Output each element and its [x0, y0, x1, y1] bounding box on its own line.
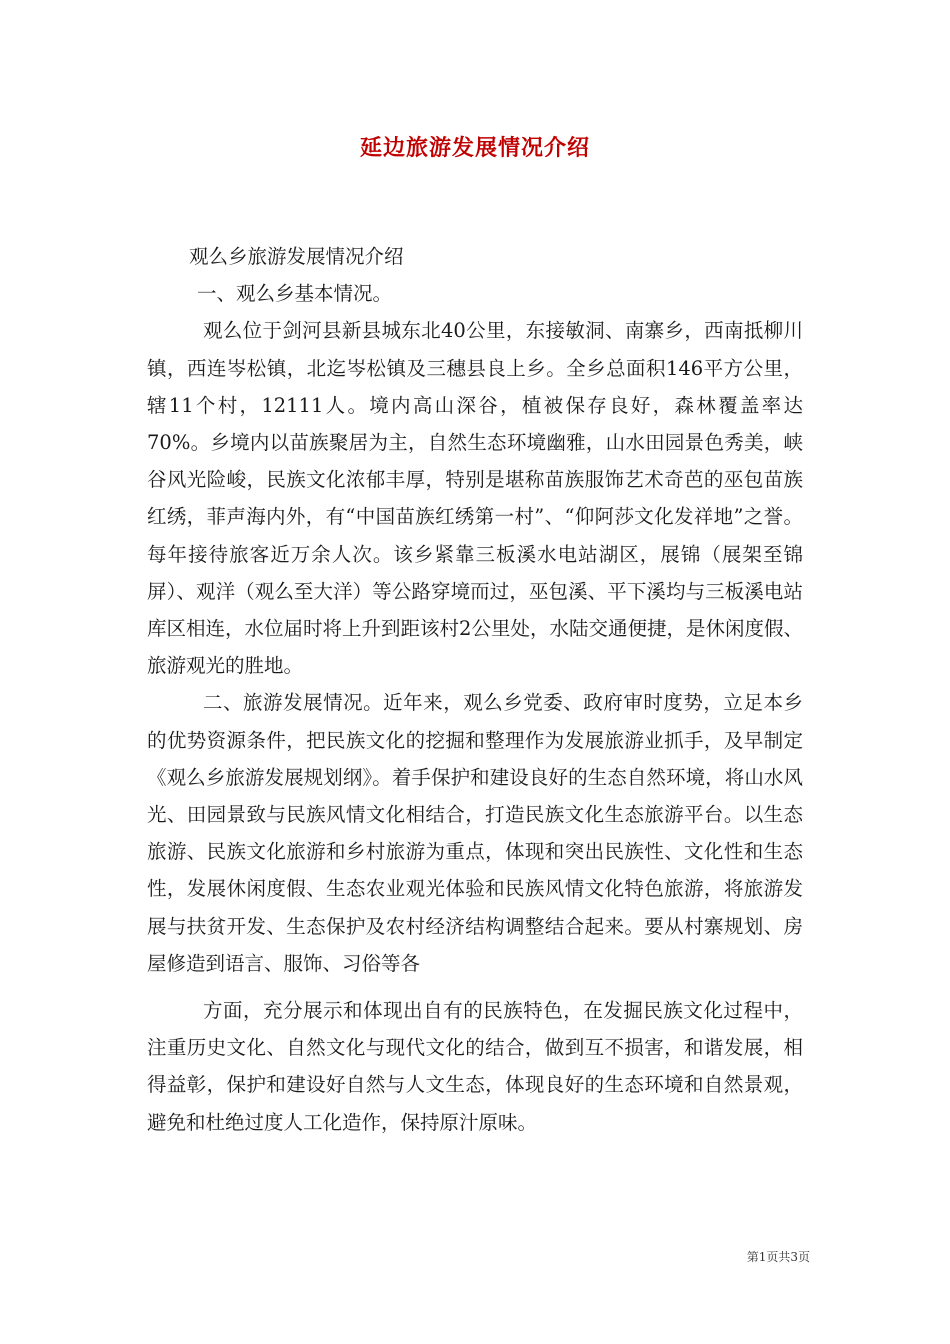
document-title: 延边旅游发展情况介绍: [359, 135, 590, 161]
section-heading-basic-info: 一、观么乡基本情况。: [197, 282, 393, 306]
paragraph-cultural-features: 方面，充分展示和体现出自有的民族特色，在发掘民族文化过程中，注重历史文化、自然文化与现代文化的结合，做到互不损害，和谐发展，相得益彰，保护和建设好自然与人文生态，体现良好的生态环境和自然景观，避免和杜绝过度人工化造作，保持原汁原味。: [147, 999, 803, 1134]
paragraph-tourism-development: 二、旅游发展情况。近年来，观么乡党委、政府审时度势，立足本乡的优势资源条件，把民族文化的挖掘和整理作为发展旅游业抓手，及早制定《观么乡旅游发展规划纲》。着手保护和建设良好的生态自然环境，将山水风光、田园景致与民族风情文化相结合，打造民族文化生态旅游平台。以生态旅游、民族文化旅游和乡村旅游为重点，体现和突出民族性、文化性和生态性，发展休闲度假、生态农业观光体验和民族风情文化特色旅游，将旅游发展与扶贫开发、生态保护及农村经济结构调整结合起来。要从村寨规划、房屋修造到语言、服饰、习俗等各: [147, 691, 803, 975]
paragraph-basic-info: 观么位于剑河县新县城东北40公里，东接敏洞、南寨乡，西南抵柳川镇，西连岑松镇，北迄岑松镇及三穗县良上乡。全乡总面积146平方公里，辖11个村，12111人。境内高山深谷，植被保存良好，森林覆盖率达70%。乡境内以苗族聚居为主，自然生态环境幽雅，山水田园景色秀美，峡谷风光险峻，民族文化浓郁丰厚，特别是堪称苗族服饰艺术奇芭的巫包苗族红绣，菲声海内外，有“中国苗族红绣第一村”、“仰阿莎文化发祥地”之誉。每年接待旅客近万余人次。该乡紧靠三板溪水电站湖区，展锦（展架至锦屏）、观洋（观么至大洋）等公路穿境而过，巫包溪、平下溪均与三板溪电站库区相连，水位届时将上升到距该村2公里处，水陆交通便捷，是休闲度假、旅游观光的胜地。: [147, 319, 803, 678]
document-body: [147, 238, 803, 1141]
page-number: 第1页共3页: [746, 1250, 810, 1264]
document-subtitle: 观么乡旅游发展情况介绍: [189, 245, 404, 268]
